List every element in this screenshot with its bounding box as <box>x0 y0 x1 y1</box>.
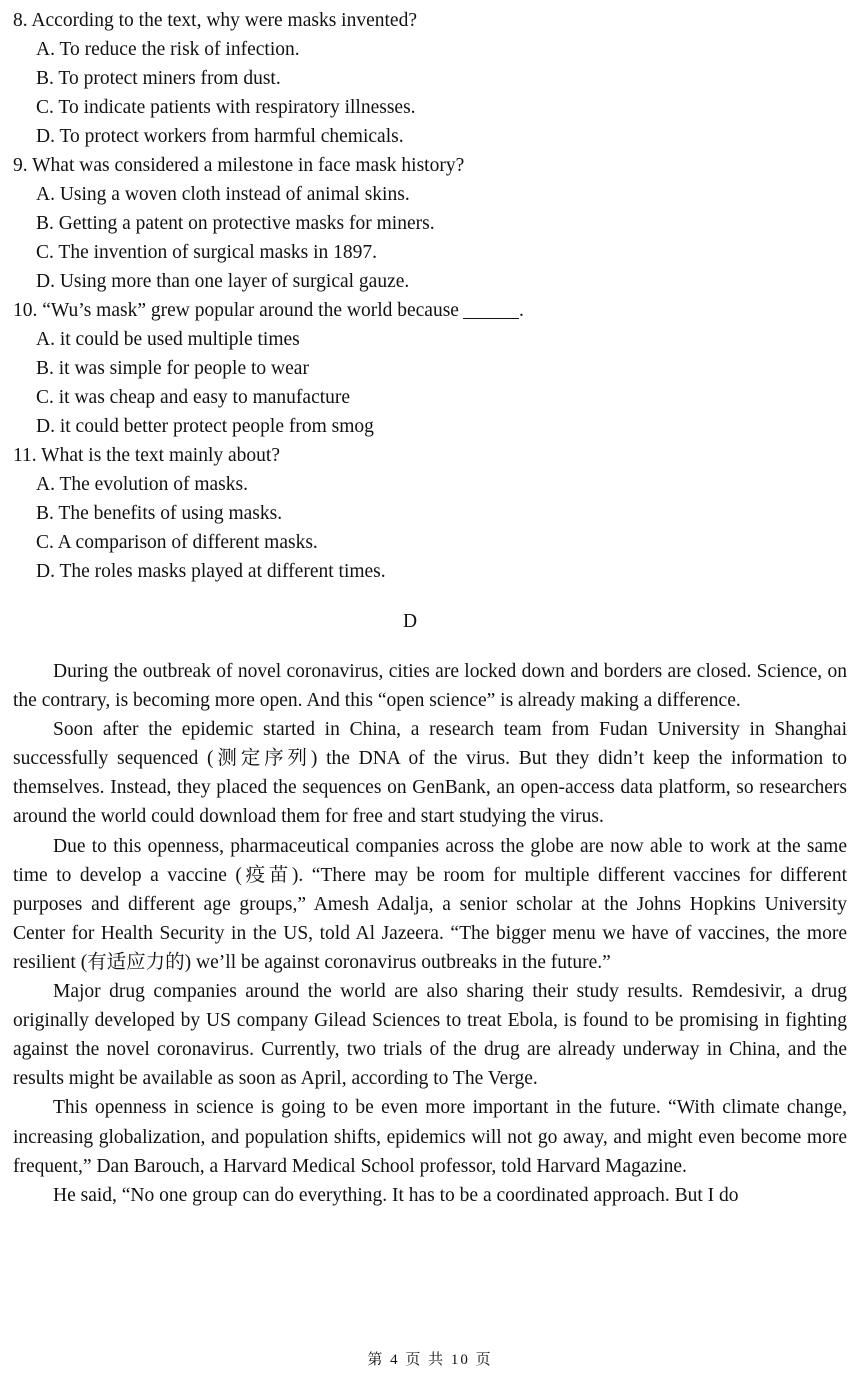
question-8-option-b: B. To protect miners from dust. <box>36 68 281 89</box>
page-footer: 第 4 页 共 10 页 <box>367 1352 493 1368</box>
question-11-option-b: B. The benefits of using masks. <box>36 503 283 524</box>
question-10-stem-text: 10. “Wu’s mask” grew popular around the world because <box>13 300 459 321</box>
passage-paragraph: Due to this openness, pharmaceutical companies across the globe are now able to work at the same time to develop a vaccine (疫苗). “There may be room for multiple different vaccines for different purposes and different age groups,” Amesh Adalja, a senior scholar at the Johns Hopkins University Center for Health Security in the US, told Al Jazeera. “The bigger menu we have of vaccines, the more resilient (有适应力的) we’ll be against coronavirus outbreaks in the future.” <box>13 835 847 973</box>
question-9-option-c: C. The invention of surgical masks in 1897. <box>36 242 378 263</box>
question-10-option-c: C. it was cheap and easy to manufacture <box>36 387 351 408</box>
question-11-option-c: C. A comparison of different masks. <box>36 532 318 553</box>
question-11-option-d: D. The roles masks played at different times. <box>36 561 386 582</box>
question-10-option-d: D. it could better protect people from smog <box>36 416 374 437</box>
question-8-option-a: A. To reduce the risk of infection. <box>36 39 300 60</box>
question-10-option-a: A. it could be used multiple times <box>36 329 300 350</box>
passage-paragraph: During the outbreak of novel coronavirus, cities are locked down and borders are closed. Science, on the contrary, is becoming more open. And this “open science” is already making a difference. <box>13 661 847 712</box>
question-10-stem <box>13 296 524 325</box>
question-10-option-b: B. it was simple for people to wear <box>36 358 309 379</box>
question-9-option-d: D. Using more than one layer of surgical gauze. <box>36 271 410 292</box>
question-11-option-a: A. The evolution of masks. <box>36 474 248 495</box>
reading-passage <box>13 657 847 1210</box>
question-8-option-d: D. To protect workers from harmful chemicals. <box>36 126 404 147</box>
passage-paragraph: He said, “No one group can do everything. It has to be a coordinated approach. But I do <box>53 1184 739 1206</box>
question-11-stem: 11. What is the text mainly about? <box>13 445 280 466</box>
passage-paragraph: Soon after the epidemic started in China, a research team from Fudan University in Shanghai successfully sequenced (测定序列) the DNA of the virus. But they didn’t keep the information to themselves. Instead, they placed the sequences on GenBank, an open-access data platform, so researchers around the world could download them for free and start studying the virus. <box>13 719 847 828</box>
question-9-option-a: A. Using a woven cloth instead of animal skins. <box>36 184 410 205</box>
question-9-option-b: B. Getting a patent on protective masks for miners. <box>36 213 435 234</box>
answer-blank <box>463 298 519 319</box>
question-8-stem: 8. According to the text, why were masks invented? <box>13 10 417 31</box>
question-8-option-c: C. To indicate patients with respiratory illnesses. <box>36 97 416 118</box>
section-heading: D <box>402 611 418 632</box>
question-10-stem-end: . <box>518 300 524 321</box>
passage-paragraph: This openness in science is going to be even more important in the future. “With climate change, increasing globalization, and population shifts, epidemics will not go away, and might even become more frequent,” Dan Barouch, a Harvard Medical School professor, told Harvard Magazine. <box>13 1097 847 1177</box>
passage-paragraph: Major drug companies around the world are also sharing their study results. Remdesivir, a drug originally developed by US company Gilead Sciences to treat Ebola, is found to be promising in fighting against the novel coronavirus. Currently, two trials of the drug are already underway in China, and the results might be available as soon as April, according to The Verge. <box>13 981 847 1090</box>
question-9-stem: 9. What was considered a milestone in face mask history? <box>13 155 465 176</box>
